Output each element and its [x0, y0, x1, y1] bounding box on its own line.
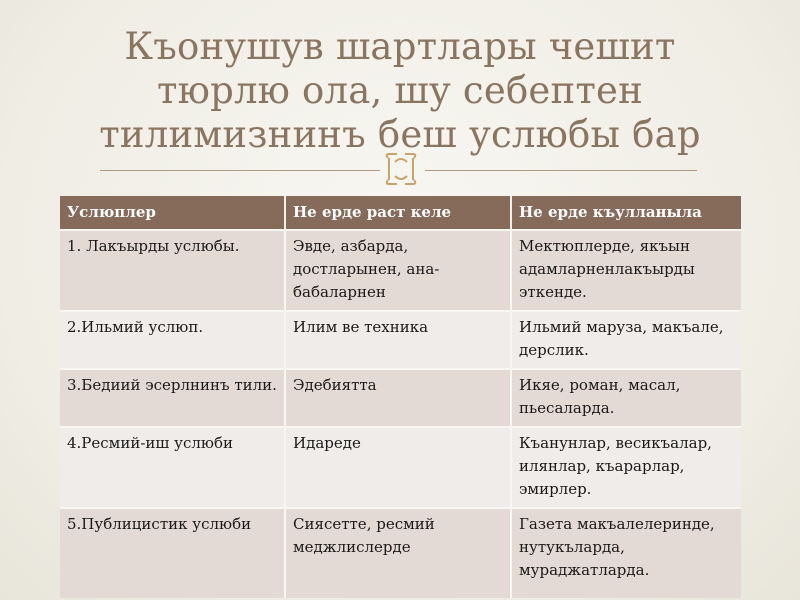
title-divider-right	[425, 170, 697, 171]
cell-style: 1. Лакъырды услюбы.	[60, 230, 285, 311]
cell-where-found: Илим ве техника	[285, 311, 511, 369]
cell-style: 2.Ильмий услюп.	[60, 311, 285, 369]
header-styles: Услюплер	[60, 196, 285, 230]
table-row	[60, 369, 741, 427]
header-where-used: Не ерде къулланыла	[511, 196, 741, 230]
table-row	[60, 230, 741, 311]
table-row	[60, 508, 741, 598]
title-line-1: Къонушув шартлары чешит	[124, 25, 676, 68]
cell-where-found: Идареде	[285, 427, 511, 508]
cell-where-used: Ильмий маруза, макъале, дерслик.	[511, 311, 741, 369]
scroll-flourish-icon	[383, 152, 419, 186]
cell-where-used: Газета макъалелеринде, нутукъларда, мураджатларда.	[511, 508, 741, 598]
cell-where-used: Къанунлар, весикъалар, илянлар, къарарлар, эмирлер.	[511, 427, 741, 508]
styles-table	[60, 196, 741, 598]
cell-where-used: Икяе, роман, масал, пьесаларда.	[511, 369, 741, 427]
header-where-found: Не ерде раст келе	[285, 196, 511, 230]
table-header-row	[60, 196, 741, 230]
table-row	[60, 427, 741, 508]
slide-title	[40, 25, 760, 157]
cell-style: 4.Ресмий-иш услюби	[60, 427, 285, 508]
table-row	[60, 311, 741, 369]
cell-style: 3.Бедиий эсерлнинъ тили.	[60, 369, 285, 427]
cell-where-found: Сиясетте, ресмий меджлислерде	[285, 508, 511, 598]
title-line-3: тилимизнинъ беш услюбы бар	[99, 113, 701, 156]
title-divider-left	[100, 170, 380, 171]
title-line-2: тюрлю ола, шу себептен	[156, 69, 643, 112]
cell-where-used: Мектюплерде, якъын адамларненлакъырды эткенде.	[511, 230, 741, 311]
cell-style: 5.Публицистик услюби	[60, 508, 285, 598]
cell-where-found: Эвде, азбарда, достларынен, ана-бабаларнен	[285, 230, 511, 311]
cell-where-found: Эдебиятта	[285, 369, 511, 427]
